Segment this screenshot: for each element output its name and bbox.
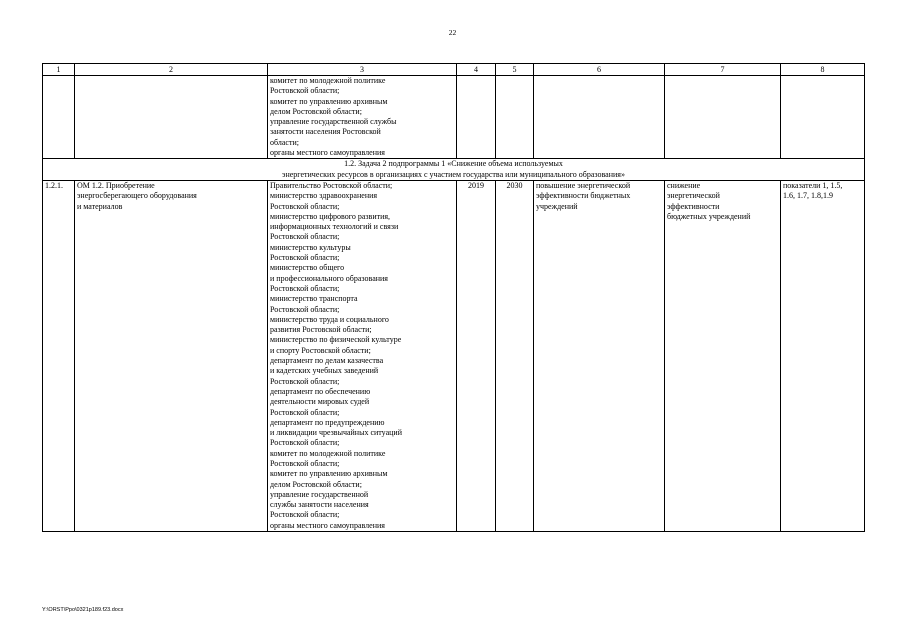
- text-line: Ростовской области;: [270, 86, 340, 96]
- text-line: снижение: [667, 180, 701, 190]
- cell-executors: [268, 180, 457, 531]
- task-heading-cell: [43, 159, 865, 181]
- measures-table: [42, 63, 865, 532]
- cell-start-year: 2019: [457, 180, 496, 531]
- text-line: Ростовской области;: [270, 510, 340, 520]
- cell-start: [457, 76, 496, 159]
- executors-list: [270, 76, 454, 158]
- page-number: 22: [448, 28, 457, 37]
- text-line: службы занятости населения: [270, 500, 369, 510]
- cell-result: [534, 76, 665, 159]
- text-line: эффективности: [667, 201, 720, 211]
- text-line: министерство транспорта: [270, 294, 358, 304]
- text-line: 1.6, 1.7, 1.8,1.9: [783, 191, 833, 201]
- text-line: Ростовской области;: [270, 201, 340, 211]
- text-line: министерство общего: [270, 263, 345, 273]
- text-line: департамент по предупреждению: [270, 417, 385, 427]
- table-row-1-2-1: [43, 180, 865, 531]
- text-line: Правительство Ростовской области;: [270, 180, 393, 190]
- text-line: Ростовской области;: [270, 376, 340, 386]
- text-line: комитет по управлению архивным: [270, 96, 388, 106]
- text-line: занятости населения Ростовской: [270, 127, 381, 137]
- text-line: делом Ростовской области;: [270, 106, 362, 116]
- text-line: министерство культуры: [270, 242, 351, 252]
- text-line: информационных технологий и связи: [270, 222, 399, 232]
- cell-result: [534, 180, 665, 531]
- name-lines: [77, 181, 265, 212]
- file-path-footer: Y:\ORST\Ppo\0321p189.f23.docx: [42, 607, 124, 613]
- header-cell: 4: [457, 64, 496, 76]
- text-line: Ростовской области;: [270, 458, 340, 468]
- text-line: области;: [270, 137, 299, 147]
- executors-list: [270, 181, 454, 531]
- cell-consequence: [665, 76, 781, 159]
- header-cell: 5: [496, 64, 534, 76]
- task-row: [43, 159, 865, 181]
- text-line: Ростовской области;: [270, 304, 340, 314]
- text-line: органы местного самоуправления: [270, 520, 385, 530]
- text-line: Ростовской области;: [270, 283, 340, 293]
- text-line: министерство здравоохранения: [270, 191, 378, 201]
- task-heading-line: 1.2. Задача 2 подпрограммы 1 «Снижение объема используемых: [344, 159, 563, 169]
- text-line: развития Ростовской области;: [270, 325, 372, 335]
- result-lines: [536, 181, 662, 212]
- text-line: учреждений: [536, 201, 578, 211]
- text-line: энергетической: [667, 191, 720, 201]
- header-cell: 6: [534, 64, 665, 76]
- text-line: эффективности бюджетных: [536, 191, 631, 201]
- text-line: повышение энергетической: [536, 180, 631, 190]
- header-cell: 1: [43, 64, 75, 76]
- cell-num: [43, 76, 75, 159]
- cell-end-year: 2030: [496, 180, 534, 531]
- cell-link: [781, 76, 865, 159]
- text-line: Ростовской области;: [270, 253, 340, 263]
- text-line: управление государственной службы: [270, 117, 397, 127]
- text-line: Ростовской области;: [270, 438, 340, 448]
- text-line: делом Ростовской области;: [270, 479, 362, 489]
- text-line: Ростовской области;: [270, 232, 340, 242]
- cell-end: [496, 76, 534, 159]
- consequence-lines: [667, 181, 778, 222]
- cell-link: [781, 180, 865, 531]
- text-line: и материалов: [77, 201, 123, 211]
- link-lines: [783, 181, 862, 202]
- text-line: бюджетных учреждений: [667, 211, 751, 221]
- text-line: показатели 1, 1.5,: [783, 180, 843, 190]
- cell-consequence: [665, 180, 781, 531]
- text-line: энергосберегающего оборудования: [77, 191, 197, 201]
- text-line: министерство труда и социального: [270, 314, 389, 324]
- task-heading-line: энергетических ресурсов в организациях с участием государства или муниципального образования»: [282, 169, 625, 179]
- header-cell: 8: [781, 64, 865, 76]
- header-cell: 7: [665, 64, 781, 76]
- text-line: министерство цифрового развития,: [270, 211, 391, 221]
- header-row: [43, 64, 865, 76]
- text-line: управление государственной: [270, 489, 369, 499]
- text-line: комитет по молодежной политике: [270, 448, 386, 458]
- text-line: департамент по обеспечению: [270, 386, 371, 396]
- text-line: органы местного самоуправления: [270, 148, 385, 158]
- text-line: комитет по молодежной политике: [270, 76, 386, 85]
- text-line: и кадетских учебных заведений: [270, 366, 379, 376]
- cell-num: 1.2.1.: [43, 180, 75, 531]
- text-line: министерство по физической культуре: [270, 335, 402, 345]
- header-cell: 2: [75, 64, 268, 76]
- text-line: ОМ 1.2. Приобретение: [77, 180, 155, 190]
- text-line: деятельности мировых судей: [270, 397, 370, 407]
- text-line: департамент по делам казачества: [270, 356, 384, 366]
- text-line: и ликвидации чрезвычайных ситуаций: [270, 428, 402, 438]
- cell-executors: [268, 76, 457, 159]
- table-row-continuation: [43, 76, 865, 159]
- text-line: и спорту Ростовской области;: [270, 345, 371, 355]
- text-line: Ростовской области;: [270, 407, 340, 417]
- cell-name: [75, 180, 268, 531]
- text-line: и профессионального образования: [270, 273, 388, 283]
- cell-name: [75, 76, 268, 159]
- text-line: комитет по управлению архивным: [270, 469, 388, 479]
- header-cell: 3: [268, 64, 457, 76]
